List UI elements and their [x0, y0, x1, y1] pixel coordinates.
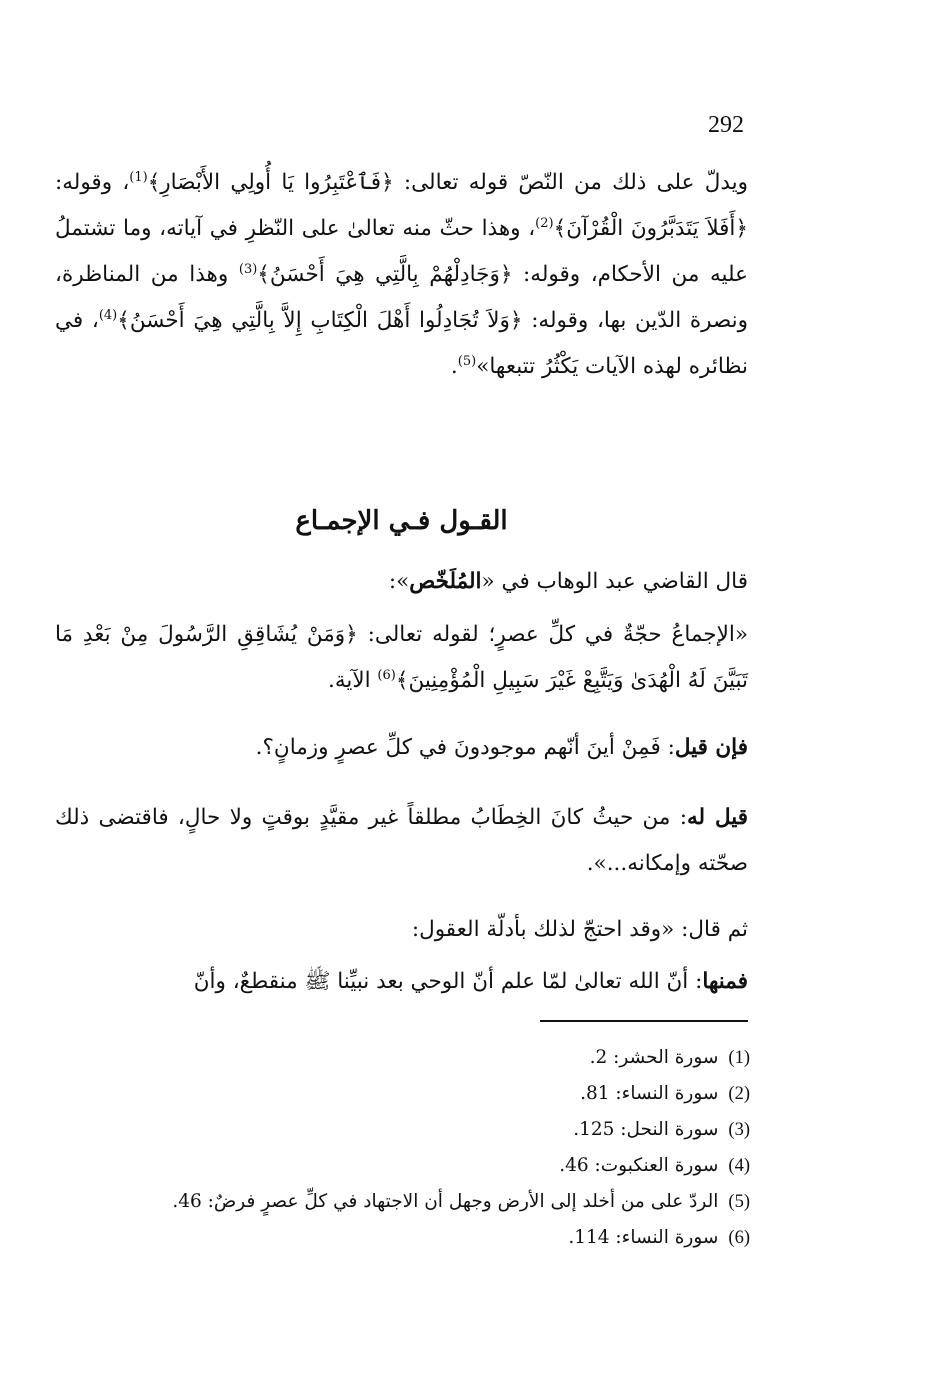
paragraph-text: : من حيثُ كانَ الخِطَابُ مطلقاً غير مقيَّدٍ بوقتٍ ولا حالٍ، فاقتضى ذلك صحّته وإمكانه...».	[55, 805, 748, 876]
footnote-item	[60, 1220, 750, 1256]
footnote-number: (4)	[728, 1156, 750, 1176]
paragraph-text: الآية.	[328, 668, 378, 693]
quran-quote: ﴿وَجَادِلْهُمْ بِالَّتِي هِيَ أَحْسَنُ﴾	[257, 262, 513, 287]
footnote-ref: (2)	[535, 215, 554, 231]
paragraph-ijma-quote	[55, 612, 748, 704]
book-title: المُلَخّص	[409, 569, 482, 594]
question-label: فإن قيل	[674, 735, 748, 760]
footnotes-list	[60, 1040, 750, 1256]
paragraph-text: ، وقوله:	[55, 170, 130, 195]
argument-label: فمنها	[702, 969, 748, 994]
footnote-ref: (6)	[377, 667, 396, 683]
footnote-ref: (4)	[98, 307, 118, 323]
footnote-text: سورة النساء: 114.	[568, 1227, 719, 1248]
footnote-ref: (3)	[238, 261, 258, 277]
paragraph-text: «الإجماعُ حجّةٌ في كلِّ عصرٍ؛ لقوله تعالى:	[357, 622, 748, 647]
transition-line: ثم قال: «وقد احتجّ لذلك بأدلّة العقول:	[411, 917, 748, 942]
paragraph-text: ، في نظائره لهذه الآيات يَكْثُرُ تتبعها»	[55, 308, 748, 379]
footnote-item	[60, 1076, 750, 1112]
quran-quote: ﴿وَلاَ تُجَادِلُوا أَهْلَ الْكِتَابِ إِلاَّ بِالَّتِي هِيَ أَحْسَنُ﴾	[117, 308, 523, 333]
paragraph-text: .	[450, 354, 458, 379]
section-heading: القـول فـي الإجمـاع	[295, 506, 508, 536]
answer-label: قيل له	[686, 805, 748, 830]
quran-quote: ﴿أَفَلاَ يَتَدَبَّرُونَ الْقُرْآنَ﴾	[553, 216, 749, 241]
paragraph-text: ويدلّ على ذلك من النّصّ قوله تعالى:	[393, 170, 748, 195]
page-number: 292	[708, 112, 744, 138]
paragraph-answer	[55, 795, 748, 887]
footnote-number: (2)	[728, 1084, 750, 1104]
footnote-ref: (1)	[129, 169, 148, 185]
footnote-text: سورة الحشر: 2.	[589, 1047, 719, 1068]
footnote-item	[60, 1112, 750, 1148]
footnote-number: (6)	[728, 1228, 750, 1248]
question-line: فإن قيل: فَمِنْ أينَ أنّهم موجودونَ في كلِّ عصرٍ وزمانٍ؟.	[255, 735, 748, 760]
footnote-text: سورة العنكبوت: 46.	[559, 1155, 719, 1176]
paragraph-evidence-from-text	[55, 160, 748, 390]
paragraph-text: ، وهذا حثّ منه تعالىٰ على النّظرِ في آياته، وما تشتملُ عليه من الأحكام، وقوله:	[55, 216, 748, 287]
footnote-separator	[540, 1020, 748, 1022]
citation-line: قال القاضي عبد الوهاب في «المُلَخّص»:	[388, 569, 748, 594]
paragraph-text: وهذا من المناظرة، ونصرة الدّين بها، وقوله:	[55, 262, 748, 333]
footnote-text: سورة النحل: 125.	[573, 1119, 719, 1140]
quran-quote: ﴿فَٱعْتَبِرُوا يَا أُولِي الأَبْصَارِ﴾	[147, 170, 394, 195]
argument-line: فمنها: أنّ الله تعالىٰ لمّا علم أنّ الوحي بعد نبيِّنا ﷺ منقطعٌ، وأنّ	[193, 969, 748, 994]
footnote-number: (3)	[728, 1120, 750, 1140]
footnote-text: الردّ على من أخلد إلى الأرض وجهل أن الاجتهاد في كلِّ عصرٍ فرضٌ: 46.	[172, 1191, 719, 1212]
footnote-item	[60, 1040, 750, 1076]
quran-quote: ﴿وَمَنْ يُشَاقِقِ الرَّسُولَ مِنْ بَعْدِ مَا تَبَيَّنَ لَهُ الْهُدَىٰ وَيَتَّبِعْ غَيْرَ سَبِيلِ الْمُؤْمِنِينَ﴾	[55, 622, 748, 693]
footnote-ref: (5)	[457, 353, 477, 369]
footnote-item	[60, 1184, 750, 1220]
footnote-text: سورة النساء: 81.	[580, 1083, 719, 1104]
footnote-item	[60, 1148, 750, 1184]
footnote-number: (5)	[728, 1192, 750, 1212]
footnote-number: (1)	[728, 1048, 750, 1068]
